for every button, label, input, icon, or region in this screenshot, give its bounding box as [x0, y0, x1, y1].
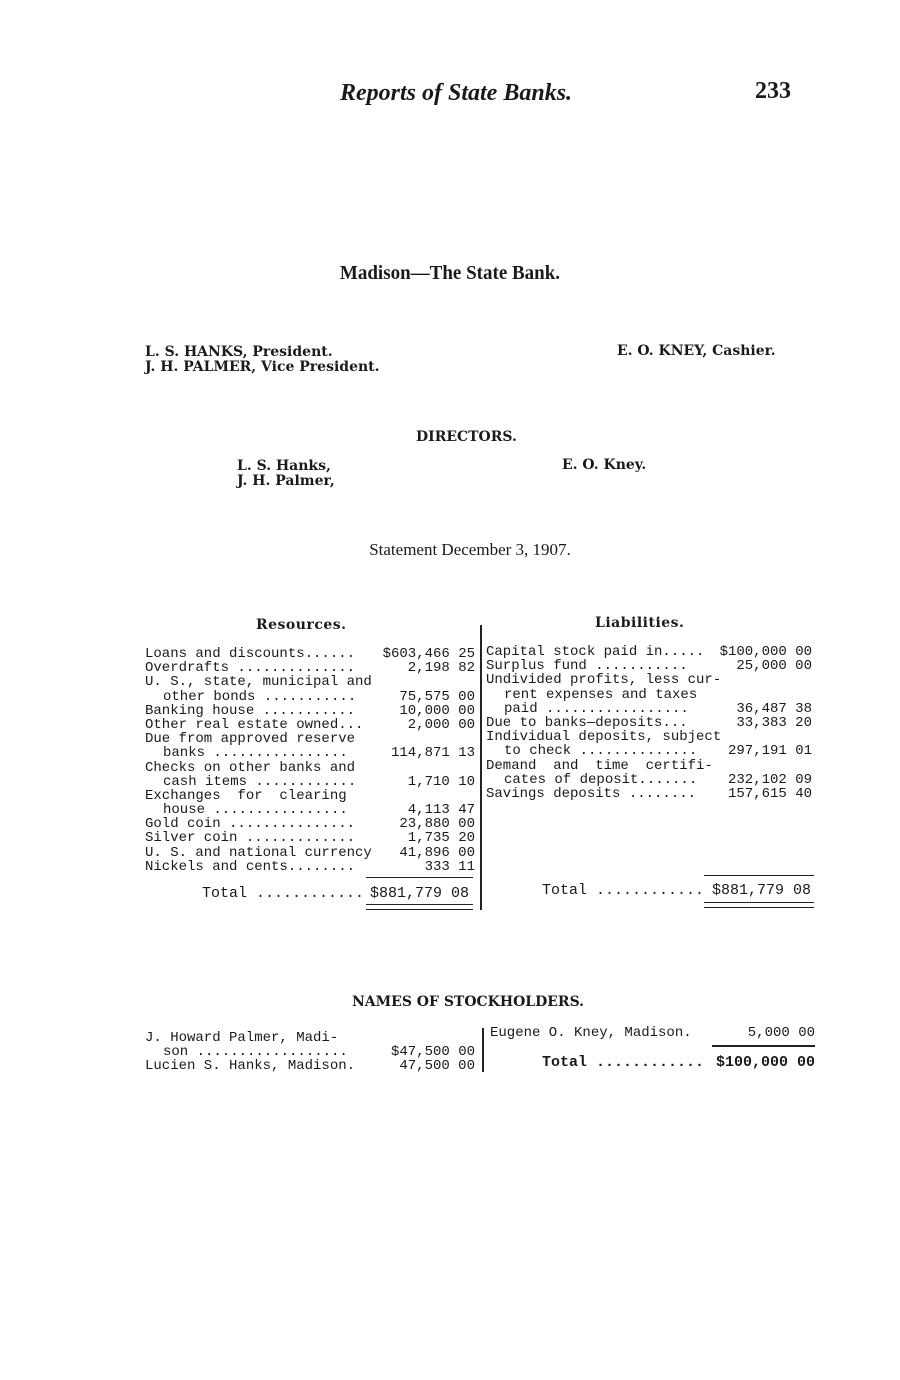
row-label: banks ................ — [163, 745, 348, 762]
table-row — [490, 1026, 815, 1040]
table-row — [486, 645, 812, 659]
president-line: L. S. HANKS, President. — [145, 344, 333, 360]
table-row — [145, 1059, 475, 1073]
stockholders-divider — [482, 1028, 484, 1072]
director-name: J. H. Palmer, — [237, 473, 335, 489]
table-row — [145, 775, 475, 789]
table-row — [486, 759, 812, 773]
row-label: Other real estate owned... — [145, 716, 364, 733]
row-amount: 25,000 00 — [736, 658, 812, 675]
statement-title: Statement December 3, 1907. — [369, 540, 571, 559]
subtotal-rule — [366, 877, 473, 878]
resources-table — [145, 647, 475, 874]
row-amount: 232,102 09 — [727, 771, 812, 788]
row-label: Loans and discounts...... — [145, 646, 356, 662]
table-row — [145, 690, 475, 704]
table-row — [486, 730, 812, 744]
stockholders-heading: NAMES OF STOCKHOLDERS. — [352, 994, 585, 1010]
row-label: U. S. and national currency — [145, 844, 372, 861]
running-header-title: Reports of State Banks. — [340, 80, 573, 106]
table-row — [145, 746, 475, 760]
row-amount: 2,198 82 — [407, 660, 475, 677]
row-amount: 4,113 47 — [407, 802, 475, 819]
row-label: to check .............. — [504, 743, 698, 760]
page-number: 233 — [755, 78, 791, 104]
stockholders-total-label: Total ............ — [542, 1054, 705, 1071]
row-amount: 297,191 01 — [727, 743, 812, 760]
row-label: Surplus fund ........... — [486, 658, 688, 675]
cashier-line: E. O. KNEY, Cashier. — [617, 343, 776, 359]
row-amount: 47,500 00 — [399, 1058, 475, 1075]
table-row — [486, 787, 812, 801]
row-amount: 10,000 00 — [399, 702, 475, 719]
subtotal-rule — [704, 875, 814, 876]
table-row — [145, 831, 475, 845]
row-label: Due from approved reserve — [145, 731, 356, 748]
table-row — [145, 860, 475, 874]
table-row — [486, 744, 812, 758]
row-amount: $47,500 00 — [390, 1044, 475, 1061]
row-amount: 36,487 38 — [736, 700, 812, 717]
row-amount: 2,000 00 — [407, 716, 475, 733]
directors-heading: DIRECTORS. — [416, 429, 517, 445]
stockholders-left-table — [145, 1031, 475, 1074]
table-row — [145, 732, 475, 746]
row-amount: 1,735 20 — [407, 830, 475, 847]
table-row — [145, 1031, 475, 1045]
row-label: cash items ............ — [163, 773, 357, 790]
table-row — [145, 803, 475, 817]
row-label: Lucien S. Hanks, Madison. — [145, 1058, 356, 1075]
director-name: L. S. Hanks, — [237, 458, 331, 474]
row-label: other bonds ........... — [163, 688, 357, 705]
table-row — [486, 702, 812, 716]
stockholders-right-table — [490, 1026, 815, 1040]
row-amount: 23,880 00 — [399, 816, 475, 833]
row-label: Gold coin ............... — [145, 816, 356, 833]
row-label: Exchanges for clearing — [145, 787, 347, 804]
row-amount: $603,466 25 — [382, 646, 475, 662]
table-row — [486, 716, 812, 730]
row-amount: 75,575 00 — [399, 688, 475, 705]
resources-total-amount: $881,779 08 — [370, 885, 470, 902]
row-label: Undivided profits, less cur- — [486, 672, 722, 689]
row-label: son .................. — [163, 1044, 348, 1061]
row-label: Savings deposits ........ — [486, 785, 697, 802]
liabilities-heading: Liabilities. — [595, 615, 685, 631]
table-row — [145, 789, 475, 803]
table-row — [145, 704, 475, 718]
total-double-rule — [704, 902, 814, 908]
liabilities-table — [486, 645, 812, 801]
row-label: Demand and time certifi- — [486, 757, 713, 774]
row-label: Due to banks—deposits... — [486, 714, 688, 731]
bank-title: Madison—The State Bank. — [339, 262, 561, 284]
vice-president-line: J. H. PALMER, Vice President. — [145, 359, 380, 375]
row-label: paid ................. — [504, 700, 689, 717]
row-amount: 157,615 40 — [727, 785, 812, 802]
stockholders-total-amount: $100,000 00 — [716, 1054, 816, 1071]
row-label: house ................ — [163, 802, 348, 819]
row-label: J. Howard Palmer, Madi- — [145, 1030, 339, 1046]
resources-total-label: Total ............ — [202, 885, 365, 902]
liabilities-total-amount: $881,779 08 — [712, 882, 812, 899]
director-name: E. O. Kney. — [562, 457, 647, 473]
table-row — [145, 1045, 475, 1059]
row-amount: 333 11 — [424, 858, 475, 875]
row-label: U. S., state, municipal and — [145, 674, 372, 691]
row-amount: 5,000 00 — [747, 1025, 815, 1041]
resources-heading: Resources. — [256, 617, 347, 633]
row-label: Capital stock paid in..... — [486, 644, 705, 660]
row-amount: 41,896 00 — [399, 844, 475, 861]
row-amount: 33,383 20 — [736, 714, 812, 731]
table-row — [486, 773, 812, 787]
row-label: Overdrafts .............. — [145, 660, 356, 677]
table-row — [145, 661, 475, 675]
table-row — [145, 817, 475, 831]
table-row — [145, 761, 475, 775]
row-amount: $100,000 00 — [719, 644, 812, 660]
row-label: Silver coin ............. — [145, 830, 356, 847]
row-amount: 114,871 13 — [390, 745, 475, 762]
row-label: Banking house ........... — [145, 702, 356, 719]
table-row — [486, 673, 812, 687]
table-row — [486, 688, 812, 702]
row-label: cates of deposit....... — [504, 771, 698, 788]
column-divider — [480, 625, 482, 910]
table-row — [145, 846, 475, 860]
row-label: Nickels and cents........ — [145, 858, 356, 875]
table-row — [486, 659, 812, 673]
total-rule — [712, 1045, 815, 1047]
row-label: rent expenses and taxes — [504, 686, 698, 703]
row-amount: 1,710 10 — [407, 773, 475, 790]
row-label: Checks on other banks and — [145, 759, 356, 776]
table-row — [145, 647, 475, 661]
total-double-rule — [366, 904, 473, 910]
liabilities-total-label: Total ............ — [542, 882, 705, 899]
table-row — [145, 675, 475, 689]
row-label: Eugene O. Kney, Madison. — [490, 1025, 692, 1041]
row-label: Individual deposits, subject — [486, 729, 722, 746]
table-row — [145, 718, 475, 732]
